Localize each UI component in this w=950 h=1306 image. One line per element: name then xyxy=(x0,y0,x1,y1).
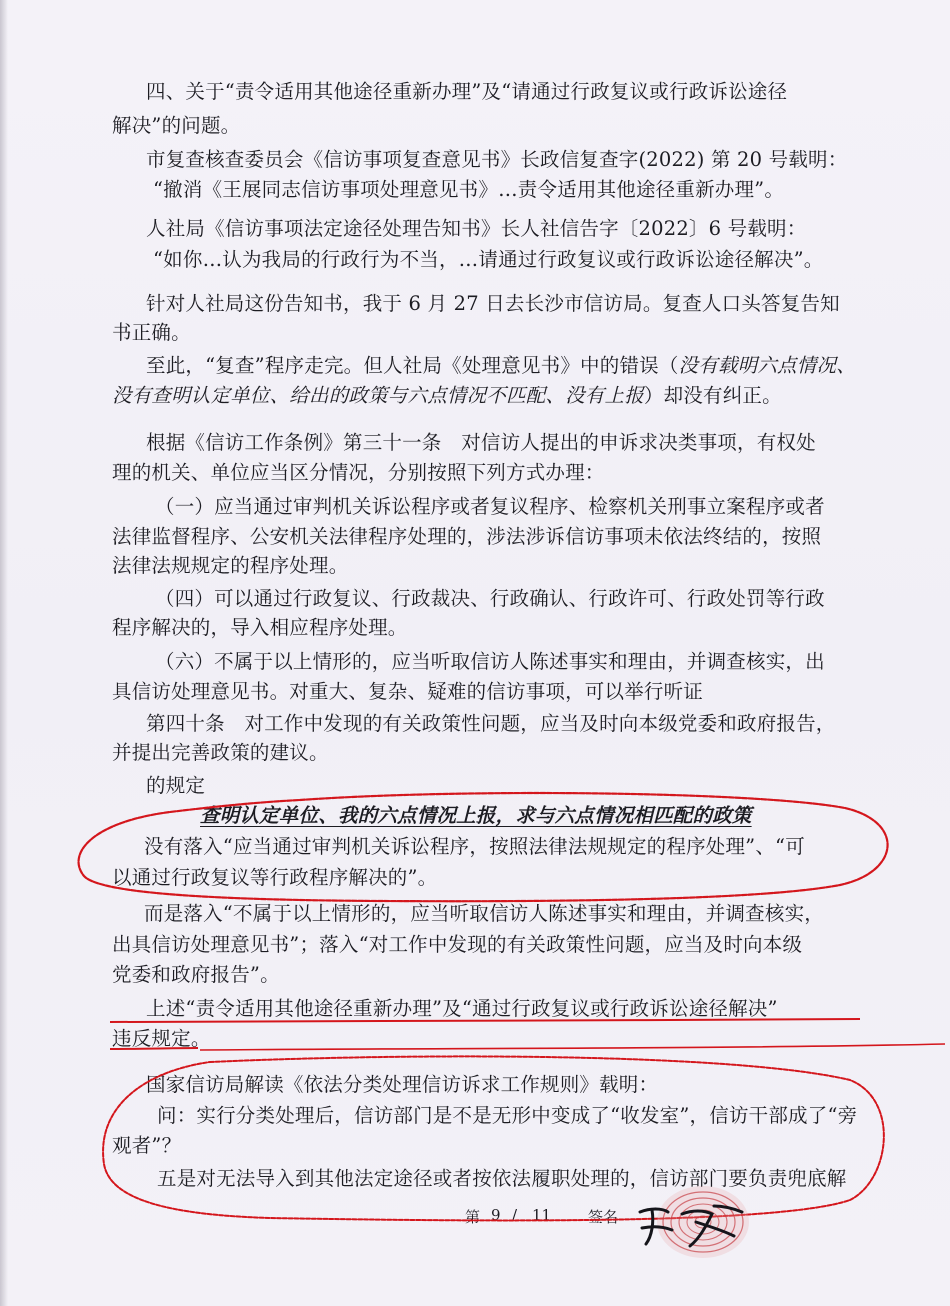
paragraph-line: 观者”？ xyxy=(112,1134,182,1157)
text-segment: 至此，“复查”程序走完。但人社局《处理意见书》中的错误（ xyxy=(146,354,679,377)
text-segment: ）却没有纠正。 xyxy=(643,384,782,407)
page-label: 第 xyxy=(465,1208,481,1226)
page-total: 11 xyxy=(532,1206,552,1224)
paragraph-line xyxy=(112,383,782,409)
page-number: 9 xyxy=(491,1206,501,1224)
quote-line: “如你…认为我局的行政行为不当，…请通过行政复议或行政诉讼途径解决”。 xyxy=(153,248,824,271)
paragraph-line: 五是对无法导入到其他法定途径或者按依法履职处理的，信访部门要负责兜底解 xyxy=(157,1167,847,1190)
paragraph-line xyxy=(146,353,856,379)
paragraph-line: 以通过行政复议等行政程序解决的”。 xyxy=(112,866,438,889)
clause-line: 法律监督程序、公安机关法律程序处理的，涉法涉诉信访事项未依法终结的，按照 xyxy=(112,525,822,548)
emphasis-heading: 查明认定单位、我的六点情况上报，求与六点情况相匹配的政策 xyxy=(200,804,752,827)
paragraph-line: 市复查核查委员会《信访事项复查意见书》长政信复查字(2022) 第 20 号载明： xyxy=(146,148,848,171)
paragraph-line: 理的机关、单位应当区分情况，分别按照下列方式办理： xyxy=(112,461,605,484)
red-separator-line xyxy=(200,1044,945,1050)
clause-line: 程序解决的，导入相应程序处理。 xyxy=(112,616,408,639)
paragraph-line: 而是落入“不属于以上情形的，应当听取信访人陈述事实和理由，并调查核实， xyxy=(144,902,824,925)
page-separator: / xyxy=(512,1206,518,1224)
paragraph-line: 问：实行分类处理后，信访部门是不是无形中变成了“收发室”，信访干部成了“旁 xyxy=(157,1104,858,1127)
paragraph-line: 国家信访局解读《依法分类处理信访诉求工作规则》载明： xyxy=(146,1073,659,1096)
clause-line: 并提出完善政策的建议。 xyxy=(112,741,329,764)
clause-line: 具信访处理意见书。对重大、复杂、疑难的信访事项，可以举行听证 xyxy=(112,680,704,703)
quote-line: “撤消《王展同志信访事项处理意见书》…责令适用其他途径重新办理”。 xyxy=(153,178,785,201)
clause-line: （六）不属于以上情形的，应当听取信访人陈述事实和理由，并调查核实，出 xyxy=(155,650,825,673)
text-segment: 。 xyxy=(190,1027,211,1050)
paragraph-line: 出具信访处理意见书”；落入“对工作中发现的有关政策性问题，应当及时向本级 xyxy=(112,933,803,956)
clause-line: 第四十条 对工作中发现的有关政策性问题，应当及时向本级党委和政府报告， xyxy=(146,712,836,735)
handwritten-signature xyxy=(640,1206,742,1246)
paragraph-line: 人社局《信访事项法定途径处理告知书》长人社信告字〔2022〕6 号载明： xyxy=(146,217,807,240)
paragraph-line: 党委和政府报告”。 xyxy=(112,963,280,986)
paragraph-line: 上述“责令适用其他途径重新办理”及“通过行政复议或行政诉讼途径解决” xyxy=(146,997,778,1020)
paragraph-line: 没有落入“应当通过审判机关诉讼程序，按照法律法规规定的程序处理”、“可 xyxy=(144,835,805,858)
fingerprint-mark xyxy=(657,1186,749,1258)
text-segment: 违反规定 xyxy=(112,1027,191,1050)
clause-line: （四）可以通过行政复议、行政裁决、行政确认、行政许可、行政处罚等行政 xyxy=(155,587,825,610)
clause-line: （一）应当通过审判机关诉讼程序或者复议程序、检察机关刑事立案程序或者 xyxy=(155,495,825,518)
paragraph-line: 的规定 xyxy=(146,774,206,797)
paragraph-line: 针对人社局这份告知书，我于 6 月 27 日去长沙市信访局。复查人口头答复告知 xyxy=(146,292,840,315)
section-heading-line-2: 解决”的问题。 xyxy=(112,114,241,137)
italic-segment: 没有查明认定单位、给出的政策与六点情况不匹配、没有上报 xyxy=(112,384,644,407)
signature-label: 签名 xyxy=(588,1208,619,1226)
clause-line: 法律法规规定的程序处理。 xyxy=(112,554,349,577)
italic-segment: 没有载明六点情况、 xyxy=(678,354,856,377)
paragraph-line: 书正确。 xyxy=(112,321,191,344)
scan-edge-shadow xyxy=(0,0,8,1306)
paragraph-line xyxy=(112,1026,211,1052)
paragraph-line: 根据《信访工作条例》第三十一条 对信访人提出的申诉求决类事项，有权处 xyxy=(146,431,816,454)
section-heading-line-1: 四、关于“责令适用其他途径重新办理”及“请通过行政复议或行政诉讼途径 xyxy=(146,80,788,103)
